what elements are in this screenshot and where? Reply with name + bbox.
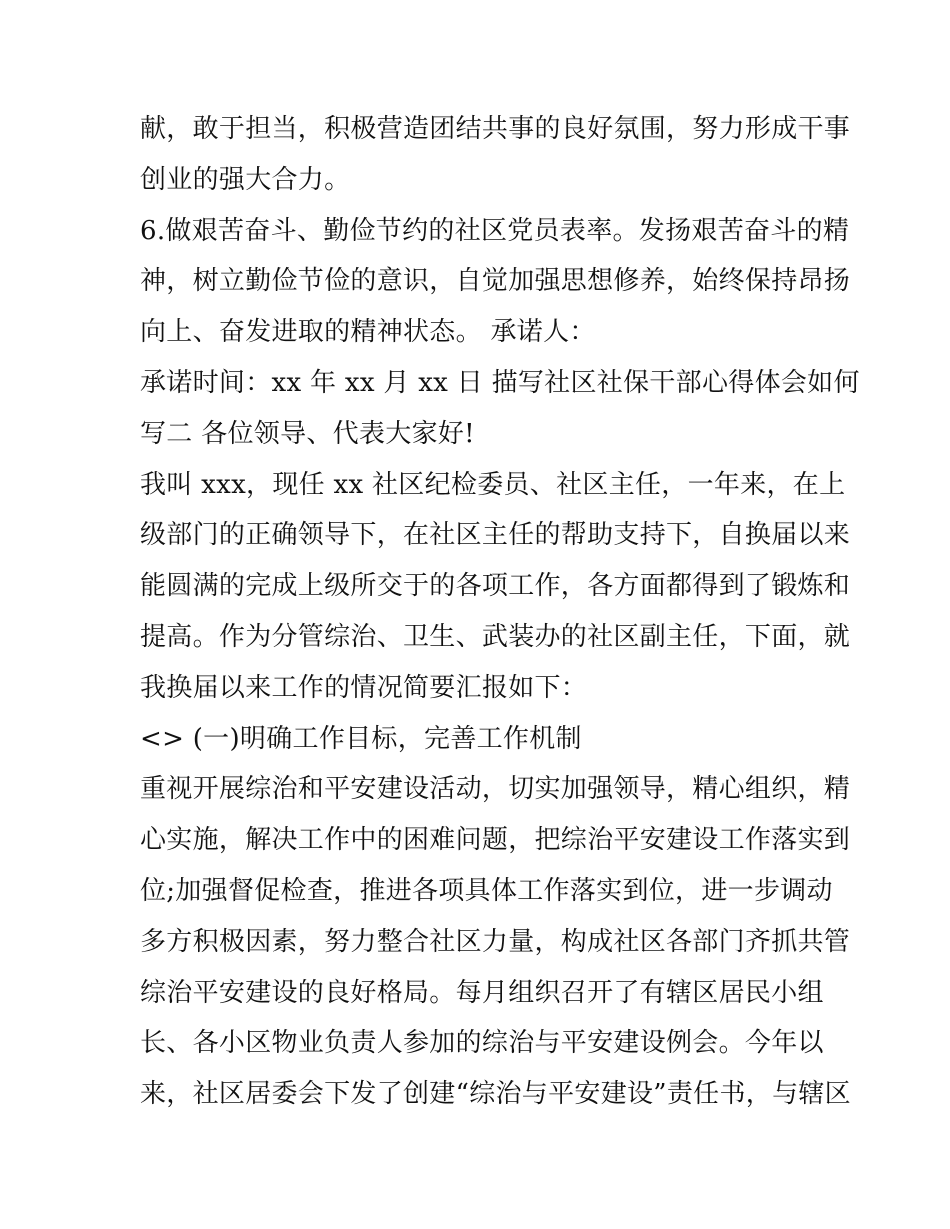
body-text: [140, 104, 860, 1120]
text-line: 来，社区居委会下发了创建“综治与平安建设”责任书，与辖区: [140, 1079, 851, 1110]
text-line: 多方积极因素，努力整合社区力量，构成社区各部门齐抓共管: [140, 926, 851, 957]
text-line: 承诺时间：xx 年 xx 月 xx 日 描写社区社保干部心得体会如何: [140, 367, 860, 398]
text-line: 献，敢于担当，积极营造团结共事的良好氛围，努力形成干事: [140, 114, 851, 144]
text-line: 长、各小区物业负责人参加的综治与平安建设例会。今年以: [140, 1028, 824, 1059]
text-line: 综治平安建设的良好格局。每月组织召开了有辖区居民小组: [140, 977, 824, 1008]
text-line: 向上、奋发进取的精神状态。 承诺人：: [140, 317, 596, 348]
text-line: 我叫 xxx，现任 xx 社区纪检委员、社区主任，一年来，在上: [140, 469, 846, 500]
text-line: 6.做艰苦奋斗、勤俭节约的社区党员表率。发扬艰苦奋斗的精: [140, 215, 850, 246]
text-line: 神，树立勤俭节俭的意识，自觉加强思想修养，始终保持昂扬: [140, 266, 851, 297]
text-line: 提高。作为分管综治、卫生、武装办的社区副主任，下面，就: [140, 621, 851, 652]
text-line: 位;加强督促检查，推进各项具体工作落实到位，进一步调动: [140, 875, 833, 906]
text-line: 能圆满的完成上级所交于的各项工作，各方面都得到了锻炼和: [140, 571, 851, 602]
text-line: 级部门的正确领导下，在社区主任的帮助支持下，自换届以来: [140, 520, 851, 551]
text-line: 我换届以来工作的情况简要汇报如下：: [140, 672, 588, 703]
text-line: 心实施，解决工作中的困难问题，把综治平安建设工作落实到: [140, 825, 851, 856]
text-line: 重视开展综治和平安建设活动，切实加强领导，精心组织，精: [140, 774, 851, 805]
text-line: 创业的强大合力。: [140, 164, 351, 195]
section-heading: <> (一)明确工作目标，完善工作机制: [140, 723, 582, 754]
text-line: 写二 各位领导、代表大家好!: [140, 418, 475, 449]
